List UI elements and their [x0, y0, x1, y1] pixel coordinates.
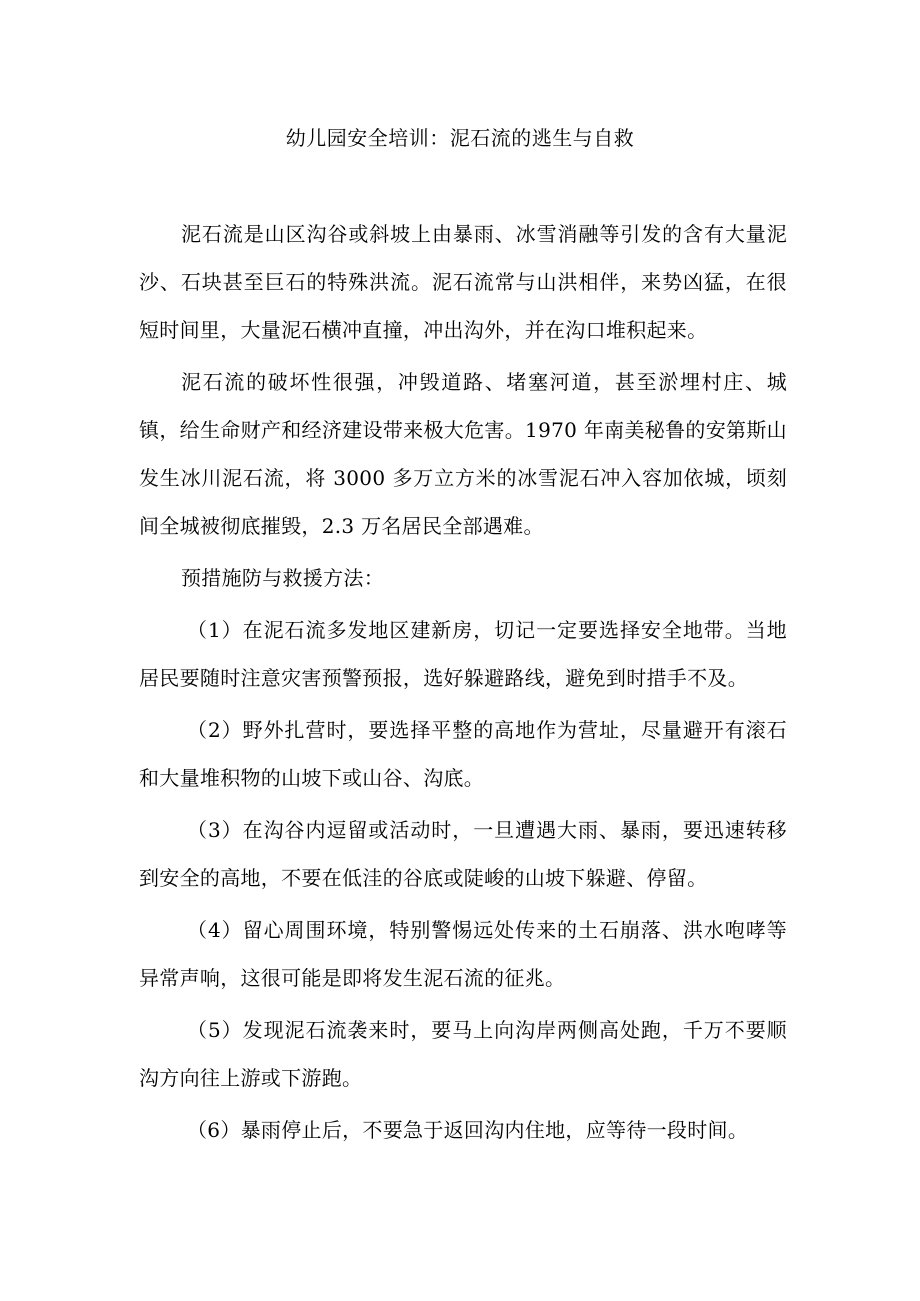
paragraph-methods-heading: 预措施防与救援方法：	[181, 566, 384, 590]
list-item: （6）暴雨停止后，不要急于返回沟内住地，应等待一段时间。	[187, 1118, 749, 1142]
list-item: （3）在沟谷内逗留或活动时，一旦遭遇大雨、暴雨，要迅速转移到安全的高地，不要在低洼的谷底或陡峻的山坡下躲避、停留。	[139, 818, 787, 890]
list-item: （5）发现泥石流袭来时，要马上向沟岸两侧高处跑，千万不要顺沟方向往上游或下游跑。	[139, 1018, 787, 1090]
document-title: 幼儿园安全培训：泥石流的逃生与自救	[285, 126, 635, 150]
document-body	[139, 210, 787, 1158]
list-item: （2）野外扎营时，要选择平整的高地作为营址，尽量避开有滚石和大量堆积物的山坡下或山谷、沟底。	[139, 718, 787, 790]
paragraph-damage: 泥石流的破坏性很强，冲毁道路、堵塞河道，甚至淤埋村庄、城镇，给生命财产和经济建设带来极大危害。1970 年南美秘鲁的安第斯山发生冰川泥石流，将 3000 多万立方米的冰雪泥石冲入容加依城，顷刻间全城被彻底摧毁，2.3 万名居民全部遇难。	[139, 370, 787, 538]
list-item: （4）留心周围环境，特别警惕远处传来的土石崩落、洪水咆哮等异常声响，这很可能是即将发生泥石流的征兆。	[139, 918, 787, 990]
paragraph-intro: 泥石流是山区沟谷或斜坡上由暴雨、冰雪消融等引发的含有大量泥沙、石块甚至巨石的特殊洪流。泥石流常与山洪相伴，来势凶猛，在很短时间里，大量泥石横冲直撞，冲出沟外，并在沟口堆积起来。	[139, 222, 787, 342]
list-item: （1）在泥石流多发地区建新房，切记一定要选择安全地带。当地居民要随时注意灾害预警预报，选好躲避路线，避免到时措手不及。	[139, 618, 787, 690]
